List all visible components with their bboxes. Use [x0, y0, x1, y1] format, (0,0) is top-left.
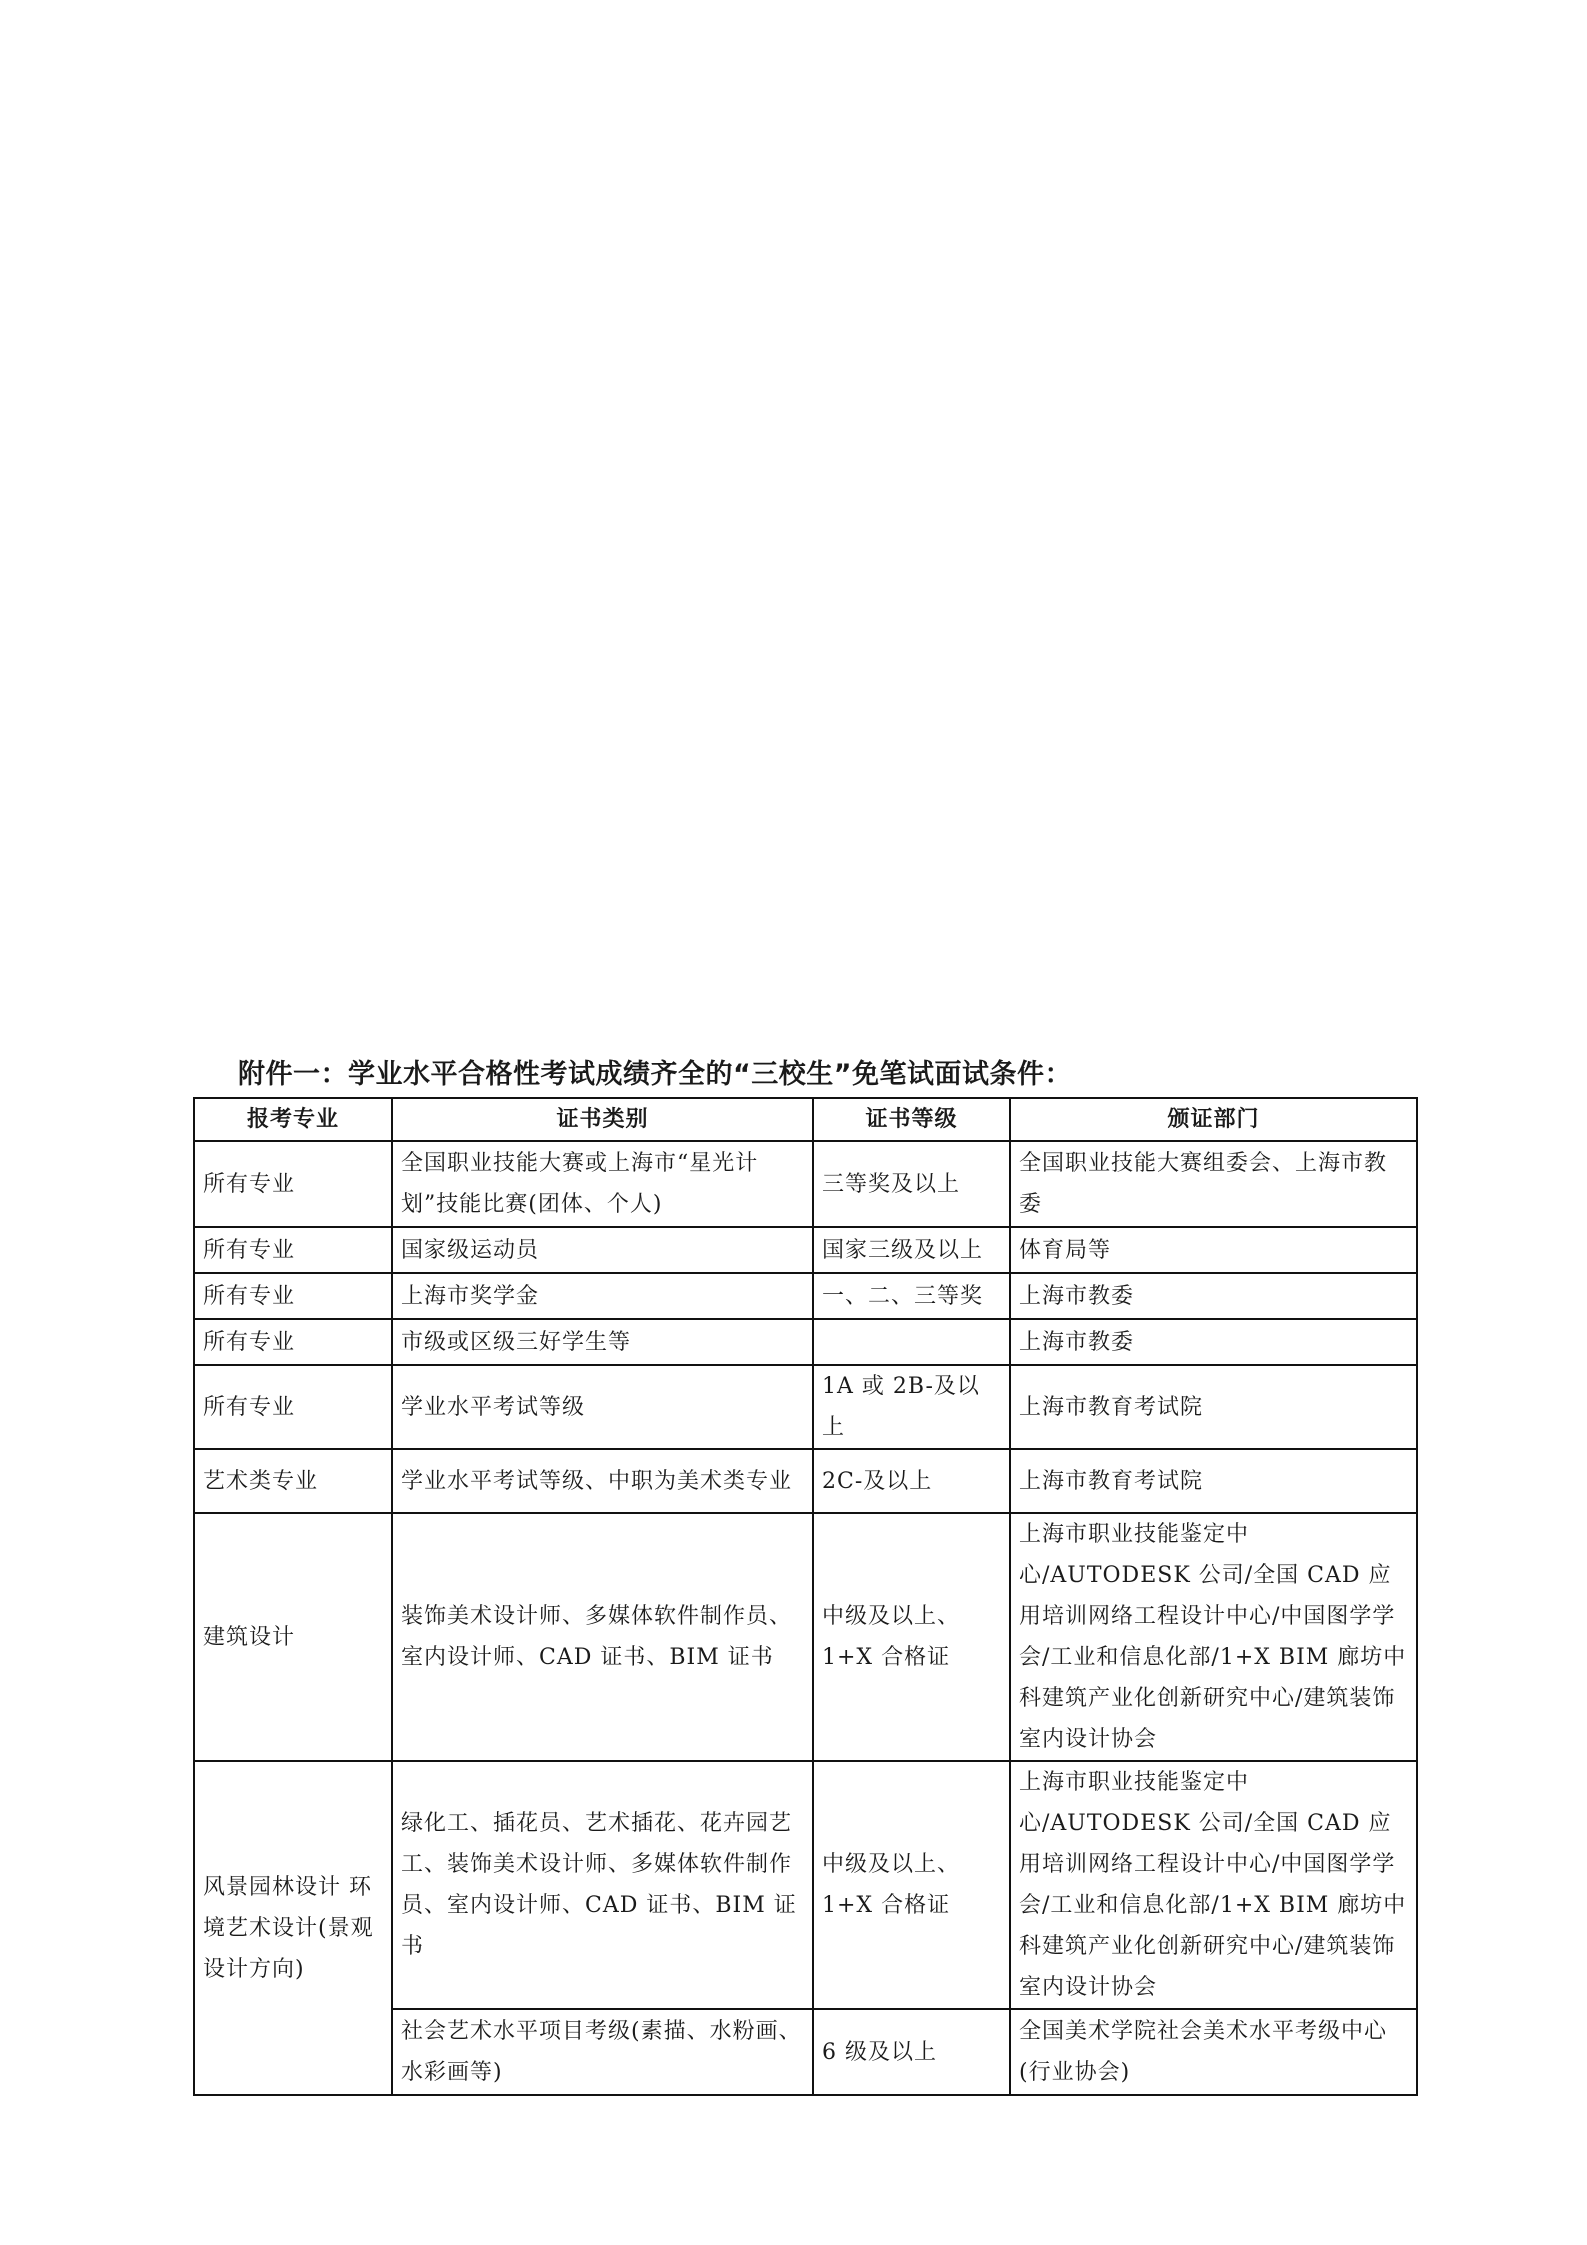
cell-level — [813, 1319, 1010, 1365]
cell-issuer: 上海市职业技能鉴定中心/AUTODESK 公司/全国 CAD 应用培训网络工程设计中心/中国图学学会/工业和信息化部/1+X BIM 廊坊中科建筑产业化创新研究中心/建筑装饰室内设计协会 — [1010, 1513, 1417, 1761]
cell-major: 所有专业 — [194, 1141, 392, 1227]
cell-issuer: 上海市教育考试院 — [1010, 1365, 1417, 1449]
cell-issuer: 全国职业技能大赛组委会、上海市教委 — [1010, 1141, 1417, 1227]
cell-issuer: 上海市教委 — [1010, 1319, 1417, 1365]
cell-category: 市级或区级三好学生等 — [392, 1319, 813, 1365]
cell-major: 所有专业 — [194, 1273, 392, 1319]
cell-issuer: 上海市职业技能鉴定中心/AUTODESK 公司/全国 CAD 应用培训网络工程设计中心/中国图学学会/工业和信息化部/1+X BIM 廊坊中科建筑产业化创新研究中心/建筑装饰室内设计协会 — [1010, 1761, 1417, 2009]
table-row — [194, 1227, 1417, 1273]
cell-major: 建筑设计 — [194, 1513, 392, 1761]
header-issuer: 颁证部门 — [1010, 1098, 1417, 1141]
cell-issuer: 全国美术学院社会美术水平考级中心(行业协会) — [1010, 2009, 1417, 2095]
table-row — [194, 1449, 1417, 1513]
table-row — [194, 1141, 1417, 1227]
cell-level: 2C-及以上 — [813, 1449, 1010, 1513]
table-header-row — [194, 1098, 1417, 1141]
cell-category: 绿化工、插花员、艺术插花、花卉园艺工、装饰美术设计师、多媒体软件制作员、室内设计师、CAD 证书、BIM 证书 — [392, 1761, 813, 2009]
table-row — [194, 1513, 1417, 1761]
cell-major: 所有专业 — [194, 1227, 392, 1273]
cell-level: 1A 或 2B-及以上 — [813, 1365, 1010, 1449]
cell-level: 三等奖及以上 — [813, 1141, 1010, 1227]
table-row — [194, 1273, 1417, 1319]
cell-category: 社会艺术水平项目考级(素描、水粉画、水彩画等) — [392, 2009, 813, 2095]
header-level: 证书等级 — [813, 1098, 1010, 1141]
cell-category: 国家级运动员 — [392, 1227, 813, 1273]
table-row — [194, 1319, 1417, 1365]
table-row — [194, 1365, 1417, 1449]
cell-category: 学业水平考试等级、中职为美术类专业 — [392, 1449, 813, 1513]
cell-major: 艺术类专业 — [194, 1449, 392, 1513]
cell-issuer: 体育局等 — [1010, 1227, 1417, 1273]
conditions-table — [193, 1097, 1418, 2096]
page-title: 附件一：学业水平合格性考试成绩齐全的“三校生”免笔试面试条件： — [238, 1059, 1072, 1090]
cell-category: 学业水平考试等级 — [392, 1365, 813, 1449]
header-major: 报考专业 — [194, 1098, 392, 1141]
cell-level: 中级及以上、1+X 合格证 — [813, 1761, 1010, 2009]
cell-category: 装饰美术设计师、多媒体软件制作员、室内设计师、CAD 证书、BIM 证书 — [392, 1513, 813, 1761]
header-category: 证书类别 — [392, 1098, 813, 1141]
cell-category: 全国职业技能大赛或上海市“星光计划”技能比赛(团体、个人) — [392, 1141, 813, 1227]
cell-major: 所有专业 — [194, 1319, 392, 1365]
cell-issuer: 上海市教委 — [1010, 1273, 1417, 1319]
cell-level: 中级及以上、1+X 合格证 — [813, 1513, 1010, 1761]
cell-level: 一、二、三等奖 — [813, 1273, 1010, 1319]
cell-major: 风景园林设计 环境艺术设计(景观设计方向) — [194, 1761, 392, 2095]
cell-issuer: 上海市教育考试院 — [1010, 1449, 1417, 1513]
cell-level: 国家三级及以上 — [813, 1227, 1010, 1273]
table-row — [194, 1761, 1417, 2009]
cell-major: 所有专业 — [194, 1365, 392, 1449]
cell-level: 6 级及以上 — [813, 2009, 1010, 2095]
cell-category: 上海市奖学金 — [392, 1273, 813, 1319]
